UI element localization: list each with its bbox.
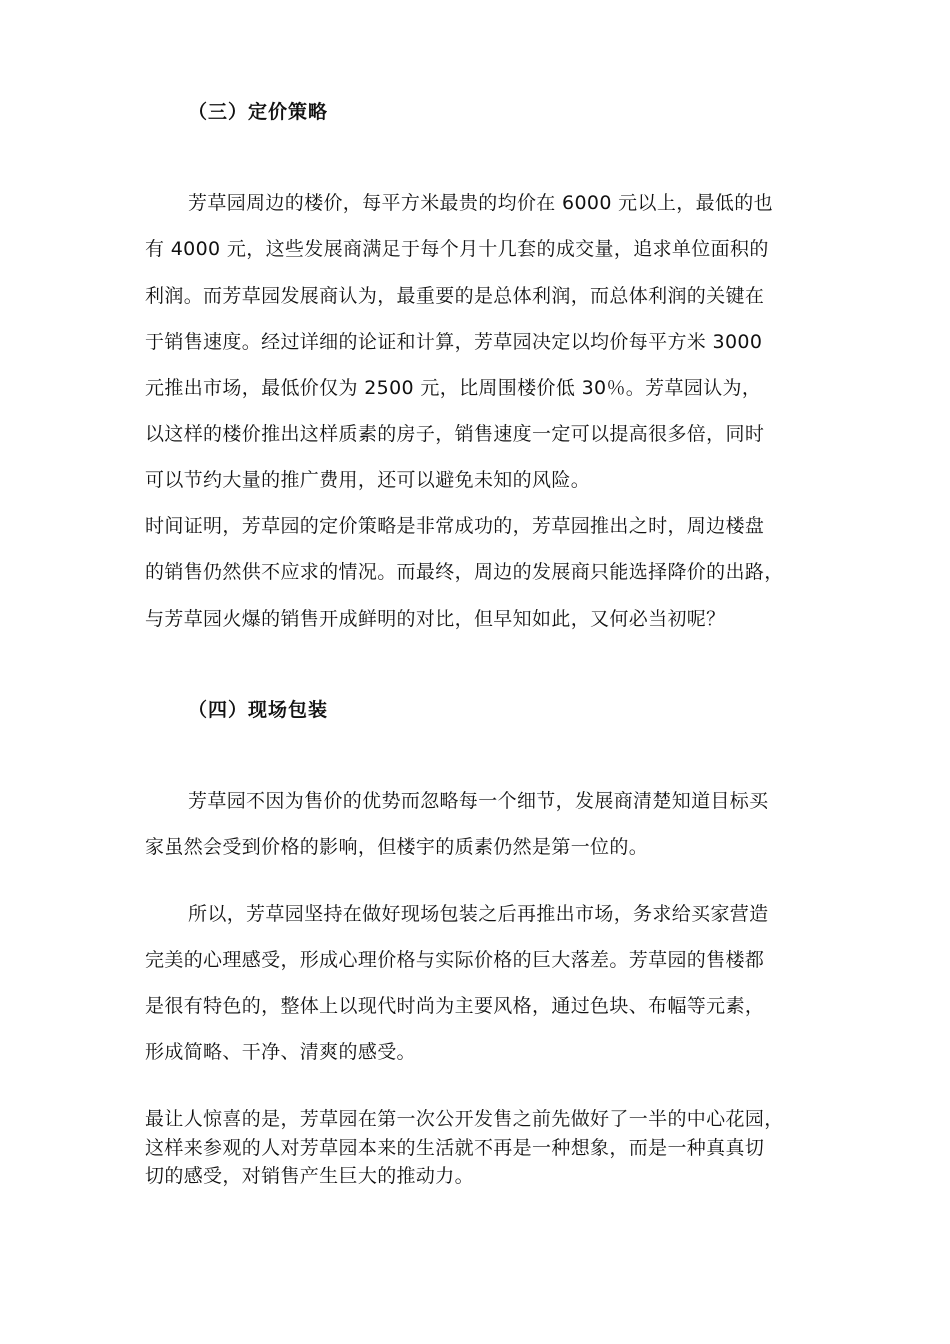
text-line: 最让人惊喜的是，芳草园在第一次公开发售之前先做好了一半的中心花园， [145, 1108, 784, 1130]
text-line: 这样来参观的人对芳草园本来的生活就不再是一种想象，而是一种真真切 [145, 1137, 765, 1159]
text-line: 芳草园不因为售价的优势而忽略每一个细节，发展商清楚知道目标买 [188, 790, 769, 812]
section-heading-pricing: （三）定价策略 [188, 101, 329, 123]
text-line: 利润。而芳草园发展商认为，最重要的是总体利润，而总体利润的关键在 [145, 285, 765, 307]
text-line: 可以节约大量的推广费用，还可以避免未知的风险。 [145, 469, 591, 491]
text-line: 有 4000 元，这些发展商满足于每个月十几套的成交量，追求单位面积的 [145, 238, 769, 260]
text-line: 家虽然会受到价格的影响，但楼宇的质素仍然是第一位的。 [145, 836, 649, 858]
text-line: 是很有特色的，整体上以现代时尚为主要风格，通过色块、布幅等元素， [145, 995, 765, 1017]
text-line: 完美的心理感受，形成心理价格与实际价格的巨大落差。芳草园的售楼都 [145, 949, 765, 971]
text-line: 的销售仍然供不应求的情况。而最终，周边的发展商只能选择降价的出路， [145, 561, 784, 583]
text-line: 元推出市场，最低价仅为 2500 元，比周围楼价低 30％。芳草园认为， [145, 377, 762, 399]
text-line: 芳草园周边的楼价，每平方米最贵的均价在 6000 元以上，最低的也 [188, 192, 773, 214]
section-heading-site-packaging: （四）现场包装 [188, 699, 329, 721]
text-line: 切的感受，对销售产生巨大的推动力。 [145, 1165, 474, 1187]
text-line: 所以，芳草园坚持在做好现场包装之后再推出市场，务求给买家营造 [188, 903, 769, 925]
text-line: 以这样的楼价推出这样质素的房子，销售速度一定可以提高很多倍，同时 [145, 423, 765, 445]
text-line: 时间证明，芳草园的定价策略是非常成功的，芳草园推出之时，周边楼盘 [145, 515, 765, 537]
text-line: 与芳草园火爆的销售开成鲜明的对比，但早知如此，又何必当初呢？ [145, 608, 726, 630]
text-line: 于销售速度。经过详细的论证和计算，芳草园决定以均价每平方米 3000 [145, 331, 763, 353]
text-line: 形成简略、干净、清爽的感受。 [145, 1041, 416, 1063]
